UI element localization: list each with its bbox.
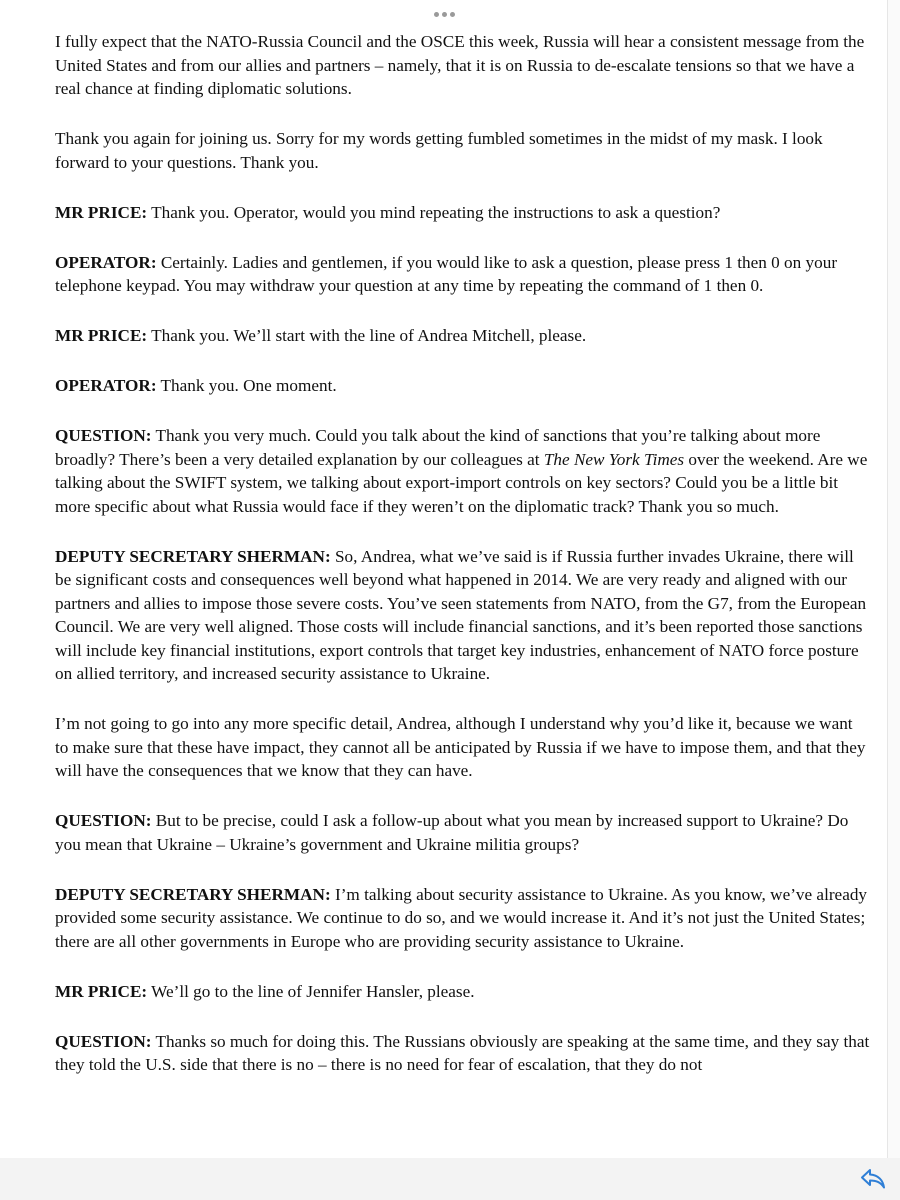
paragraph: [55, 883, 870, 954]
statement-text: Thank you very much. Could you talk about the kind of sanctions that you’re talking about more broadly? There’s been a very detailed explanation by our colleagues at: [55, 426, 821, 469]
publication-name: The New York Times: [543, 449, 685, 469]
speaker-label: QUESTION:: [55, 811, 152, 830]
speaker-label: DEPUTY SECRETARY SHERMAN:: [55, 546, 331, 566]
speaker-label: OPERATOR:: [55, 252, 157, 272]
speaker-label: DEPUTY SECRETARY SHERMAN:: [55, 884, 331, 904]
paragraph: Thank you again for joining us. Sorry for my words getting fumbled sometimes in the midst of my mask. I look forward to your questions. Thank you.: [55, 129, 823, 172]
statement-text: So, Andrea, what we’ve said is if Russia further invades Ukraine, there will be significant costs and consequences well beyond what happened in 2014. We are very ready and aligned with our partners and allies to impose those severe costs. You’ve seen statements from NATO, from the G7, from the European Council. We are very well aligned. Those costs will include financial sanctions, and it’s been reported those sanctions will include key financial institutions, export controls that target key industries, enhancement of NATO force posture on allied territory, and increased security assistance to Ukraine.: [55, 546, 867, 683]
speaker-label: MR PRICE:: [55, 202, 148, 222]
speaker-label: MR PRICE:: [55, 326, 148, 345]
statement-text: Thank you. One moment.: [156, 376, 337, 395]
speaker-label: MR PRICE:: [55, 981, 148, 1001]
statement-text: Thank you. Operator, would you mind repeating the instructions to ask a question?: [147, 202, 721, 222]
bottom-toolbar: [0, 1158, 900, 1200]
paragraph: [55, 980, 870, 1004]
speaker-label: QUESTION:: [55, 426, 152, 445]
paragraph: [55, 545, 870, 686]
statement-text: I’m talking about security assistance to Ukraine. As you know, we’ve already provided some security assistance. We continue to do so, and we would increase it. And it’s not just the United States; there are all other governments in Europe who are providing security assistance to Ukraine.: [55, 884, 868, 951]
reply-button[interactable]: [858, 1166, 888, 1192]
statement-text: Certainly. Ladies and gentlemen, if you would like to ask a question, please press 1 then 0 on your telephone keypad. You may withdraw your question at any time by repeating the command of 1 then 0.: [55, 252, 838, 295]
paragraph: I’m not going to go into any more specific detail, Andrea, although I understand why you’d like it, because we want to make sure that these have impact, they cannot all be anticipated by Russia if we have to impose them, and that they will have the consequences that we know that they can have.: [55, 714, 866, 780]
reply-arrow-icon: [859, 1167, 887, 1191]
vertical-scrollbar[interactable]: [887, 0, 900, 1200]
statement-text: But to be precise, could I ask a follow-up about what you mean by increased support to Ukraine? Do you mean that Ukraine – Ukraine’s government and Ukraine militia groups?: [55, 811, 849, 854]
paragraph: [55, 1030, 870, 1077]
speaker-label: OPERATOR:: [55, 376, 157, 395]
paragraph: [55, 374, 870, 398]
paragraph: [55, 201, 870, 225]
speaker-label: QUESTION:: [55, 1031, 152, 1051]
paragraph: [55, 251, 870, 298]
top-bar: [0, 0, 888, 22]
paragraph: [55, 424, 870, 518]
statement-text: Thanks so much for doing this. The Russians obviously are speaking at the same time, and they say that they told the U.S. side that there is no – there is no need for fear of escalation, that they do not: [55, 1031, 870, 1074]
statement-text: over the weekend. Are we talking about the SWIFT system, we talking about export-import controls on key sectors? Could you be a little bit more specific about what Russia would face if they weren’t on the diplomatic track? Thank you so much.: [55, 449, 868, 516]
paragraph: [55, 809, 870, 856]
more-dots-icon[interactable]: [430, 10, 459, 19]
transcript-body: [55, 30, 870, 1103]
statement-text: We’ll go to the line of Jennifer Hansler, please.: [147, 981, 475, 1001]
paragraph: [55, 324, 870, 348]
paragraph: I fully expect that the NATO-Russia Council and the OSCE this week, Russia will hear a consistent message from the United States and from our allies and partners – namely, that it is on Russia to de-escalate tensions so that we have a real chance at finding diplomatic solutions.: [55, 32, 865, 98]
statement-text: Thank you. We’ll start with the line of Andrea Mitchell, please.: [147, 326, 587, 345]
